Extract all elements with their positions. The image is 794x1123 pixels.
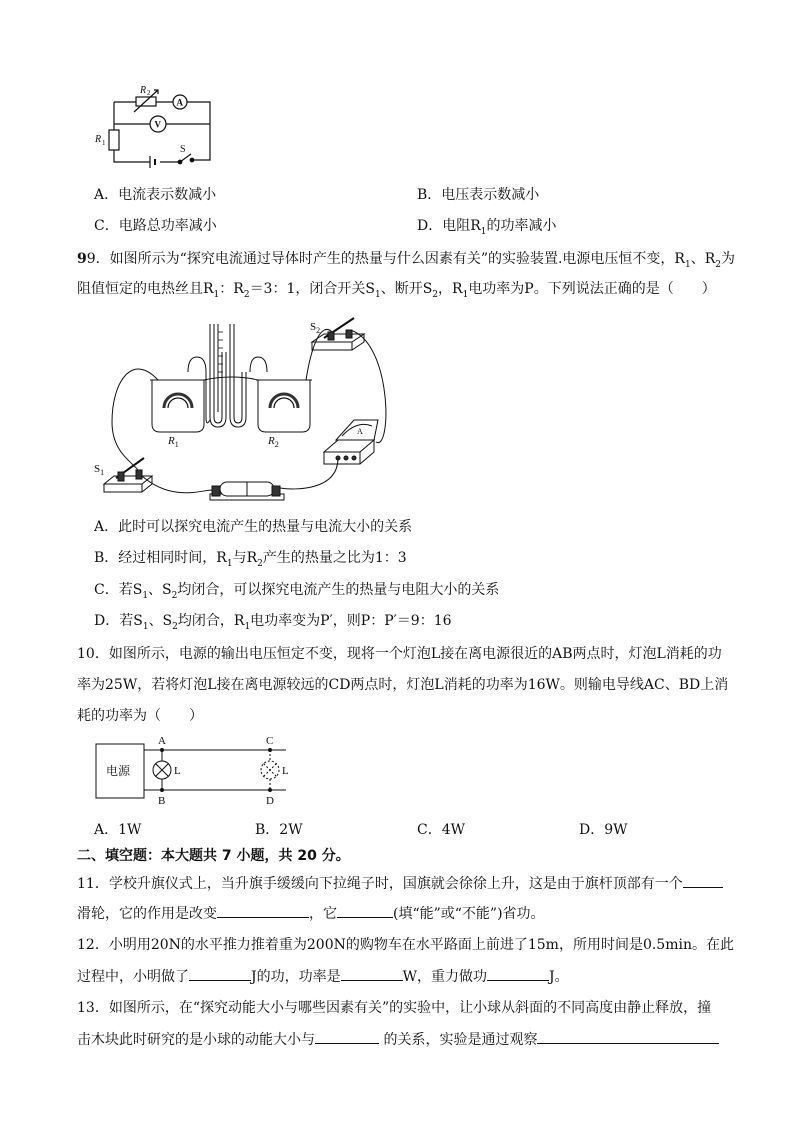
q10-option-d: D．9W bbox=[579, 822, 628, 838]
q10-stem-line1: 10．如图所示，电源的输出电压恒定不变，现将一个灯泡L接在离电源很近的AB两点时，灯泡L消耗的功 bbox=[77, 646, 722, 662]
q9-option-b: B．经过相同时间，$R_1$与$R_2$产生的热量之比为1：3 bbox=[94, 550, 407, 569]
q10-point-b: B bbox=[158, 795, 166, 807]
q9-option-c: C．若$S_1$、$S_2$均闭合，可以探究电流产生的热量与电阻大小的关系 bbox=[94, 582, 500, 601]
q9-option-a: A．此时可以探究电流产生的热量与电流大小的关系 bbox=[94, 519, 413, 535]
q9-r1-label: $R_1$ bbox=[168, 435, 179, 449]
q8-r1-label: R bbox=[95, 134, 102, 145]
q8-r2-sub: 2 bbox=[147, 89, 151, 97]
q8-circuit-diagram bbox=[92, 80, 217, 170]
q9-stem-line2: 阻值恒定的电热丝且$R_1$：$R_2=3$：1，闭合开关$S_1$、断开$S_2$，$R_1$电功率为P。下列说法正确的是（ ） bbox=[77, 281, 716, 300]
q9-apparatus-diagram bbox=[92, 312, 402, 508]
q10-stem-line3: 耗的功率为（ ） bbox=[77, 708, 203, 724]
q11-line2: 滑轮，它的作用是改变 ，它 (填“能”或“不能”)省功。 bbox=[77, 903, 545, 924]
q9-meter-label: A bbox=[357, 427, 363, 436]
q8-switch-label: S bbox=[180, 144, 186, 155]
q10-option-b: B．2W bbox=[255, 822, 303, 838]
q8-r1-sub: 1 bbox=[102, 139, 106, 147]
q8-option-b: B．电压表示数减小 bbox=[417, 187, 540, 203]
q10-point-d: D bbox=[266, 795, 274, 807]
q10-option-c: C．4W bbox=[417, 822, 466, 838]
q11-line1: 11．学校升旗仪式上，当升旗手缓缓向下拉绳子时，国旗就会徐徐上升，这是由于旗杆顶部有一个 bbox=[77, 873, 723, 894]
q13-line2: 击木块此时研究的是小球的动能大小与 的关系，实验是通过观察 bbox=[77, 1029, 719, 1050]
q8-option-c: C．电路总功率减小 bbox=[94, 218, 217, 234]
q9-stem-line1: 99．如图所示为“探究电流通过导体时产生的热量与什么因素有关”的实验装置.电源电压恒不变，$R_1$、$R_2$为 bbox=[77, 251, 735, 270]
q10-point-a: A bbox=[158, 735, 166, 747]
q12-line1: 12．小明用20N的水平推力推着重为200N的购物车在水平路面上前进了15m，所用时间是0.5min。在此 bbox=[77, 937, 734, 953]
q10-lamp2-label: L bbox=[282, 765, 289, 777]
q8-voltmeter-label: V bbox=[154, 119, 161, 130]
q10-lamp1-label: L bbox=[174, 765, 181, 777]
q8-option-a: A．电流表示数减小 bbox=[94, 187, 217, 203]
q10-circuit-diagram bbox=[94, 734, 294, 812]
q9-s2-label: $S_2$ bbox=[310, 321, 321, 335]
q8-r2-label: R bbox=[140, 85, 147, 96]
q10-source-label: 电源 bbox=[106, 764, 131, 778]
q10-option-a: A．1W bbox=[94, 822, 142, 838]
q9-r2-label: $R_2$ bbox=[268, 435, 279, 449]
section-fill-in-title: 二、填空题：本大题共 7 小题，共 20 分。 bbox=[77, 848, 350, 864]
q12-line2: 过程中，小明做了 J的功，功率是 W，重力做功 J。 bbox=[77, 966, 569, 987]
q8-option-d: D．电阻$R_1$的功率减小 bbox=[417, 218, 557, 237]
q9-option-d: D．若$S_1$、$S_2$均闭合，$R_1$电功率变为P′，则P：P′＝9：16 bbox=[94, 613, 452, 632]
q13-line1: 13．如图所示，在“探究动能大小与哪些因素有关”的实验中，让小球从斜面的不同高度由静止释放，撞 bbox=[77, 1000, 712, 1016]
q8-ammeter-label: A bbox=[176, 97, 183, 108]
q9-s1-label: $S_1$ bbox=[94, 463, 105, 477]
q10-stem-line2: 率为25W，若将灯泡L接在离电源较远的CD两点时，灯泡L消耗的功率为16W。则输电导线AC、BD上消 bbox=[77, 677, 729, 693]
q10-point-c: C bbox=[266, 735, 274, 747]
